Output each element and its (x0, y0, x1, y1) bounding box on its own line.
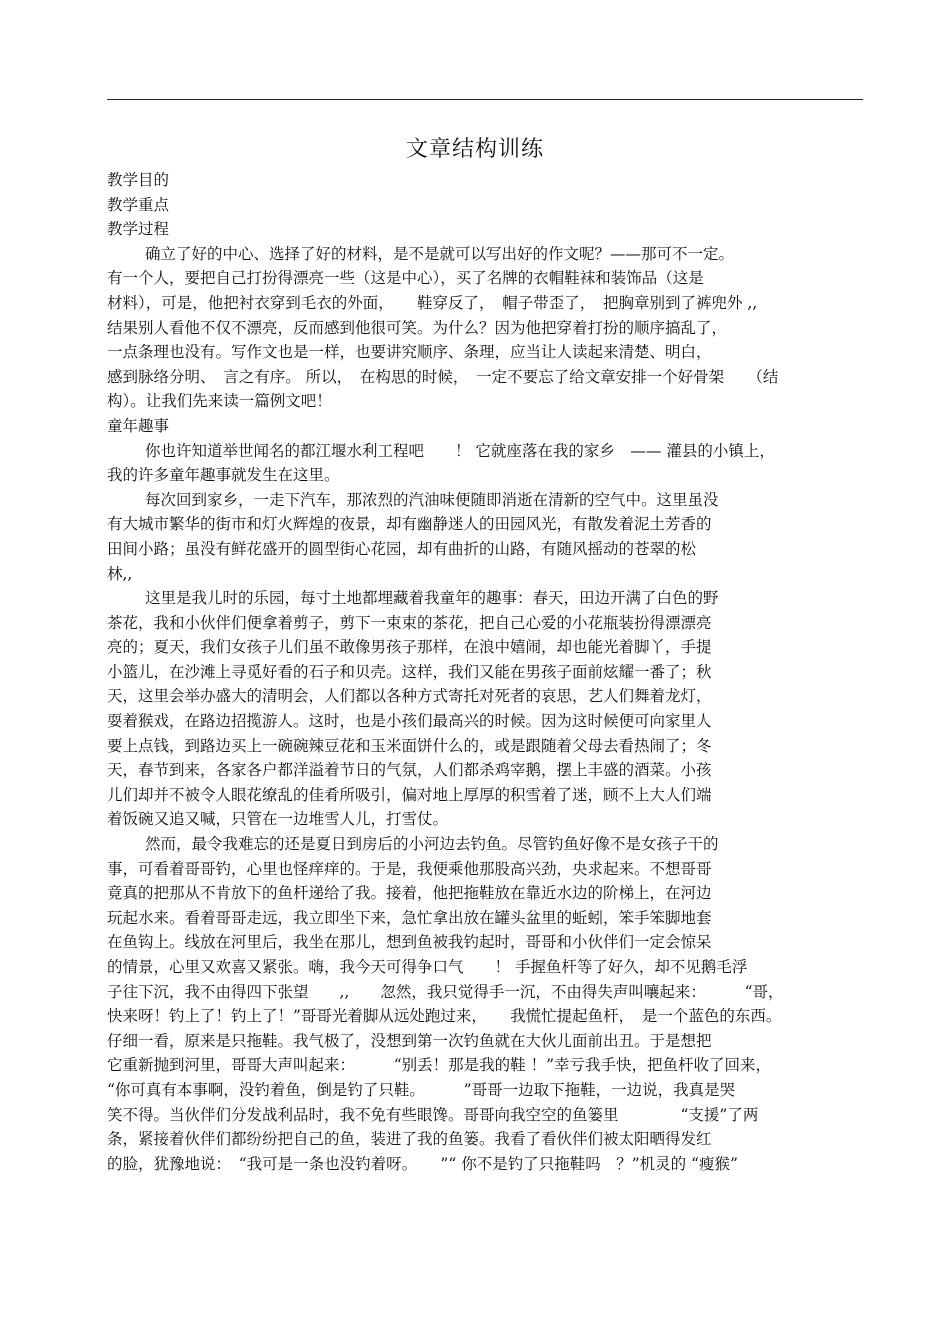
text-line: 然而，最令我难忘的还是夏日到房后的小河边去钓鱼。尽管钓鱼好像不是女孩子干的 (145, 835, 719, 854)
header-rule (107, 99, 863, 100)
text-line: 教学过程 (107, 220, 170, 239)
text-line: 事，可看着哥哥钓，心里也怪痒痒的。于是，我便乘他那股高兴劲，央求起来。不想哥哥 (107, 859, 712, 878)
text-line: 我的许多童年趣事就发生在这里。 (107, 466, 340, 485)
text-line: 亮的；夏天，我们女孩子儿们虽不敢像男孩子那样，在浪中嬉闹，却也能光着脚丫，手提 (107, 638, 712, 657)
text-line: 儿们却并不被令人眼花缭乱的佳肴所吸引，偏对地上厚厚的积雪着了迷，顾不上大人们端 (107, 785, 712, 804)
text-line: 小篮儿，在沙滩上寻觅好看的石子和贝壳。这样，我们又能在男孩子面前炫耀一番了；秋 (107, 662, 712, 681)
text-line: 耍着猴戏，在路边招揽游人。这时，也是小孩们最高兴的时候。因为这时候便可向家里人 (107, 712, 712, 731)
text-line: 结果别人看他不仅不漂亮，反而感到他很可笑。为什么？因为他把穿着打扮的顺序搞乱了， (107, 318, 728, 337)
text-line: 条，紧接着伙伴们都纷纷把自己的鱼，装进了我的鱼篓。我看了看伙伴们被太阳晒得发红 (107, 1130, 712, 1149)
text-line: 确立了好的中心、选择了好的材料，是不是就可以写出好的作文呢？——那可不一定。 (145, 244, 735, 263)
text-line: 它重新抛到河里，哥哥大声叫起来： “别丢！那是我的鞋 ！”幸亏我手快，把鱼杆收了回来， (107, 1056, 772, 1075)
text-line: 田间小路；虽没有鲜花盛开的圆型街心花园，却有曲折的山路，有随风摇动的苍翠的松 (107, 539, 697, 558)
text-line: 天，这里会举办盛大的清明会，人们都以各种方式寄托对死者的哀思，艺人们舞着龙灯， (107, 687, 712, 706)
text-line: 每次回到家乡，一走下汽车，那浓烈的汽油味便随即消逝在清新的空气中。这里虽没 (145, 490, 719, 509)
text-line: 子往下沉，我不由得四下张望 ,, 忽然，我只觉得手一沉，不由得失声叫嚷起来： “哥， (107, 982, 784, 1001)
text-line: 天，春节到来，各家各户都洋溢着节日的气氛，人们都杀鸡宰鹅，摆上丰盛的酒菜。小孩 (107, 761, 712, 780)
text-line: “你可真有本事啊，没钓着鱼，倒是钓了只鞋。 ”哥哥一边取下拖鞋，一边说，我真是哭 (107, 1080, 736, 1099)
text-line: 童年趣事 (107, 416, 170, 435)
document-body (107, 168, 863, 1176)
text-line: 的情景，心里又欢喜又紧张。嗨，我今天可得争口气 ！ 手握鱼杆等了好久，却不见鹅毛浮 (107, 958, 748, 976)
text-line: 有一个人，要把自己打扮得漂亮一些（这是中心），买了名牌的衣帽鞋袜和装饰品（这是 (107, 269, 704, 288)
text-line: 在鱼钩上。线放在河里后，我坐在那儿，想到鱼被我钓起时，哥哥和小伙伴们一定会惊呆 (107, 933, 712, 952)
text-line: 笑不得。当伙伴们分发战利品时，我不免有些眼馋。哥哥向我空空的鱼篓里 “支援”了两 (107, 1105, 759, 1124)
text-line: 玩起水来。看着哥哥走远，我立即坐下来，急忙拿出放在罐头盆里的蚯蚓，笨手笨脚地套 (107, 908, 712, 927)
text-line: 着饭碗又追又喊，只管在一边堆雪人儿，打雪仗。 (107, 810, 449, 829)
text-line: 的脸，犹豫地说： “我可是一条也没钓着呀。 ”“ 你不是钓了只拖鞋吗 ？”机灵的 “瘦猴” (107, 1154, 738, 1173)
text-line: 有大城市繁华的街市和灯火辉煌的夜景，却有幽静迷人的田园风光，有散发着泥土芳香的 (107, 515, 712, 534)
text-line: 要上点钱，到路边买上一碗碗辣豆花和玉米面饼什么的，或是跟随着父母去看热闹了；冬 (107, 736, 712, 755)
text-line: 构）。让我们先来读一篇例文吧！ (107, 392, 332, 411)
text-line: 竟真的把那从不肯放下的鱼杆递给了我。接着，他把拖鞋放在靠近水边的阶梯上，在河边 (107, 884, 712, 903)
text-line: 教学重点 (107, 195, 170, 214)
document-title: 文章结构训练 (405, 137, 544, 162)
text-line: 材料），可是，他把衬衣穿到毛衣的外面， 鞋穿反了， 帽子带歪了， 把胸章别到了裤兜外 ,, (107, 293, 758, 312)
text-line: 一点条理也没有。写作文也是一样，也要讲究顺序、条理，应当让人读起来清楚、明白， (107, 343, 712, 362)
text-line: 快来呀！钓上了！钓上了！”哥哥光着脚从远处跑过来， 我慌忙提起鱼杆， 是一个蓝色的东西。 (107, 1007, 782, 1026)
text-line: 茶花，我和小伙伴们便拿着剪子，剪下一束束的茶花，把自己心爱的小花瓶装扮得漂漂亮 (107, 613, 712, 632)
text-line: 这里是我儿时的乐园，每寸土地都埋藏着我童年的趣事：春天，田边开满了白色的野 (145, 589, 719, 608)
text-line: 林,, (107, 564, 133, 583)
text-line: 仔细一看，原来是只拖鞋。我气极了，没想到第一次钓鱼就在大伙儿面前出丑。于是想把 (107, 1031, 712, 1050)
text-line: 你也许知道举世闻名的都江堰水利工程吧 ！ 它就座落在我的家乡 —— 灌县的小镇上， (145, 441, 775, 460)
text-line: 感到脉络分明、 言之有序。 所以， 在构思的时候， 一定不要忘了给文章安排一个好骨架 （结 (107, 367, 779, 386)
text-line: 教学目的 (107, 171, 170, 189)
